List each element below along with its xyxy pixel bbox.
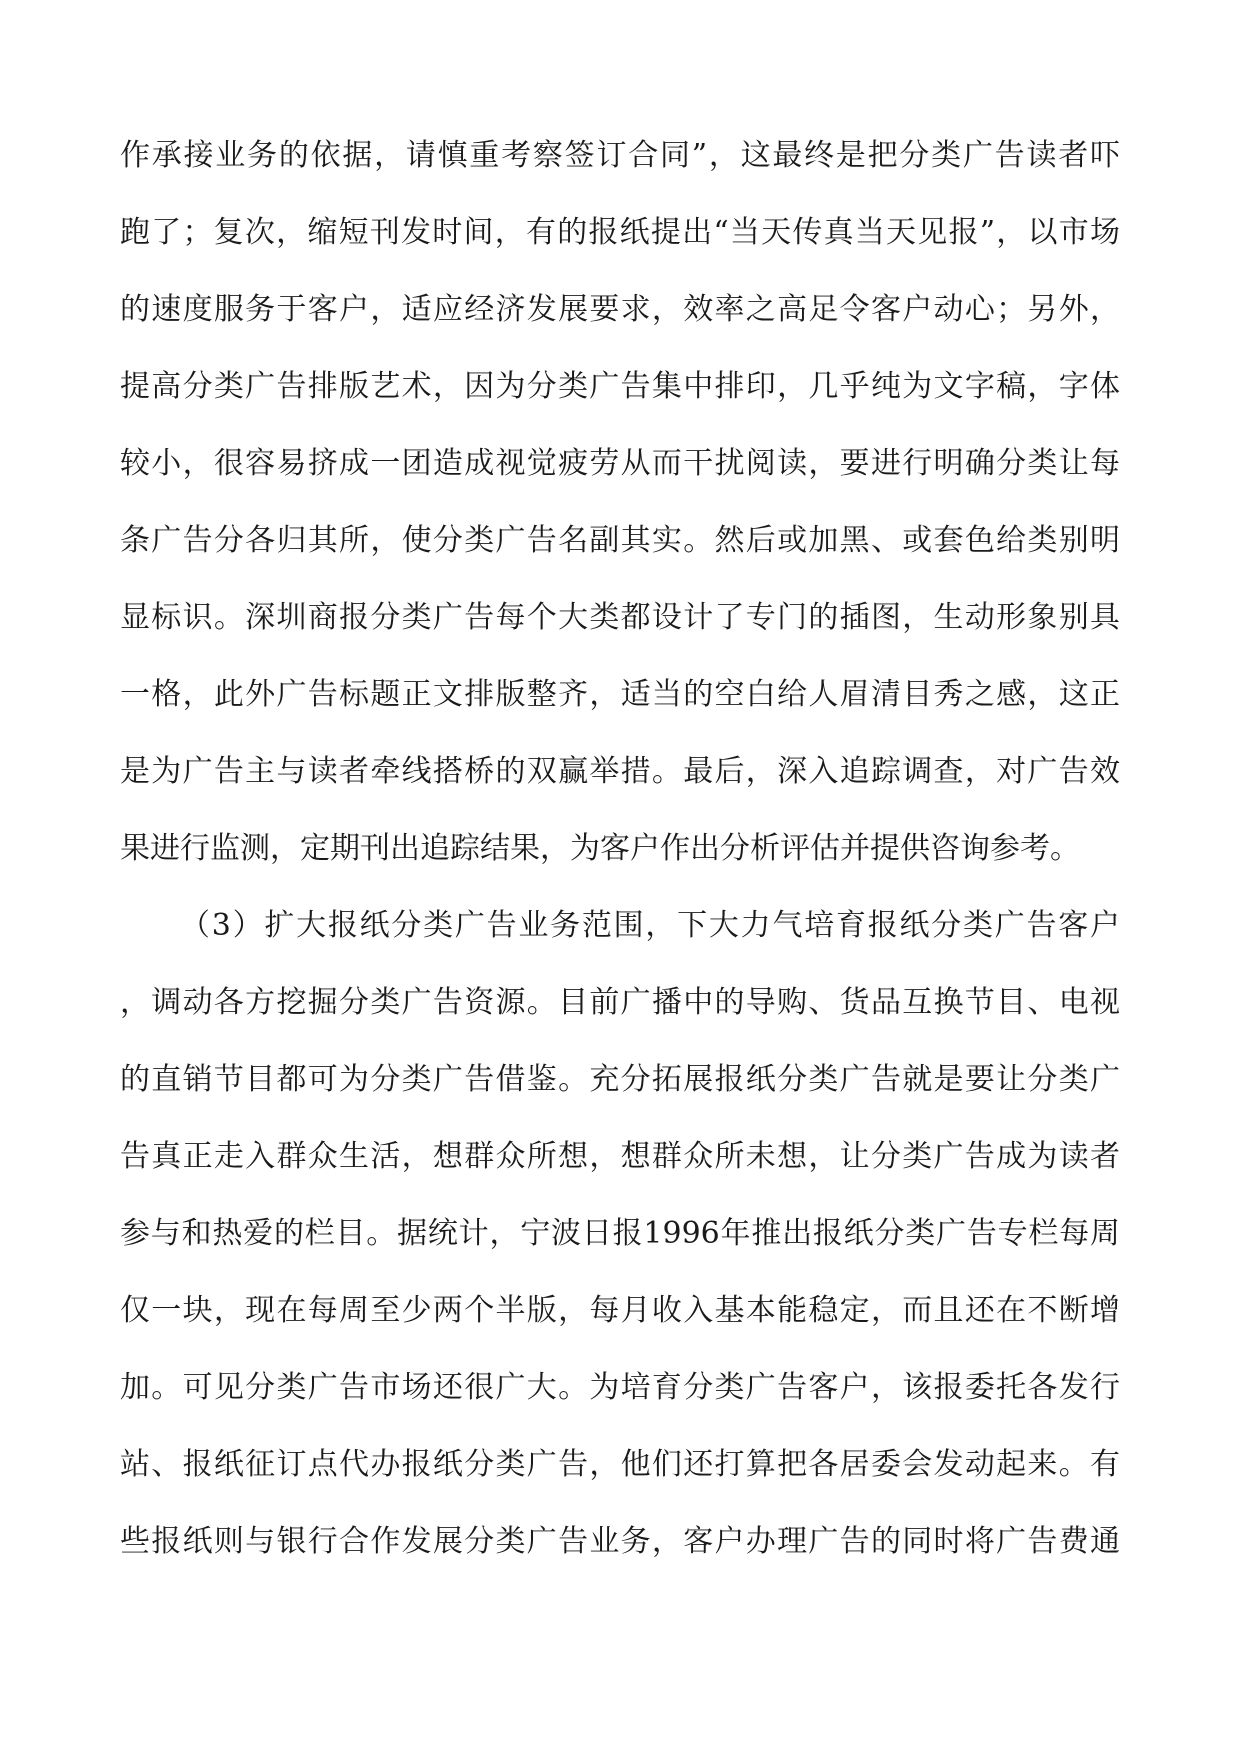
text-line: 的速度服务于客户，适应经济发展要求，效率之高足令客户动心；另外， (120, 292, 1120, 327)
text-line: 是为广告主与读者牵线搭桥的双赢举措。最后，深入追踪调查，对广告效 (120, 754, 1120, 789)
text-line: 告真正走入群众生活，想群众所想，想群众所未想，让分类广告成为读者 (120, 1139, 1120, 1174)
text-line: 显标识。深圳商报分类广告每个大类都设计了专门的插图，生动形象别具 (120, 600, 1120, 635)
text-line: 果进行监测，定期刊出追踪结果，为客户作出分析评估并提供咨询参考。 (120, 831, 1080, 866)
text-line: 作承接业务的依据，请慎重考察签订合同”，这最终是把分类广告读者吓 (120, 138, 1120, 173)
text-line: 较小，很容易挤成一团造成视觉疲劳从而干扰阅读，要进行明确分类让每 (120, 446, 1120, 481)
text-line: 一格，此外广告标题正文排版整齐，适当的空白给人眉清目秀之感，这正 (120, 677, 1120, 712)
text-line: 条广告分各归其所，使分类广告名副其实。然后或加黑、或套色给类别明 (120, 523, 1120, 558)
text-line: （3）扩大报纸分类广告业务范围，下大力气培育报纸分类广告客户 (180, 908, 1120, 943)
text-line: 参与和热爱的栏目。据统计，宁波日报1996年推出报纸分类广告专栏每周 (120, 1216, 1120, 1251)
text-line: 些报纸则与银行合作发展分类广告业务，客户办理广告的同时将广告费通 (120, 1524, 1120, 1559)
text-line: 仅一块，现在每周至少两个半版，每月收入基本能稳定，而且还在不断增 (120, 1293, 1120, 1328)
text-line: 提高分类广告排版艺术，因为分类广告集中排印，几乎纯为文字稿，字体 (120, 369, 1120, 404)
text-line: 站、报纸征订点代办报纸分类广告，他们还打算把各居委会发动起来。有 (120, 1447, 1120, 1482)
text-line: ，调动各方挖掘分类广告资源。目前广播中的导购、货品互换节目、电视 (120, 985, 1120, 1020)
text-line: 加。可见分类广告市场还很广大。为培育分类广告客户，该报委托各发行 (120, 1370, 1120, 1405)
text-line: 跑了；复次，缩短刊发时间，有的报纸提出“当天传真当天见报”，以市场 (120, 215, 1120, 250)
text-line: 的直销节目都可为分类广告借鉴。充分拓展报纸分类广告就是要让分类广 (120, 1062, 1120, 1097)
